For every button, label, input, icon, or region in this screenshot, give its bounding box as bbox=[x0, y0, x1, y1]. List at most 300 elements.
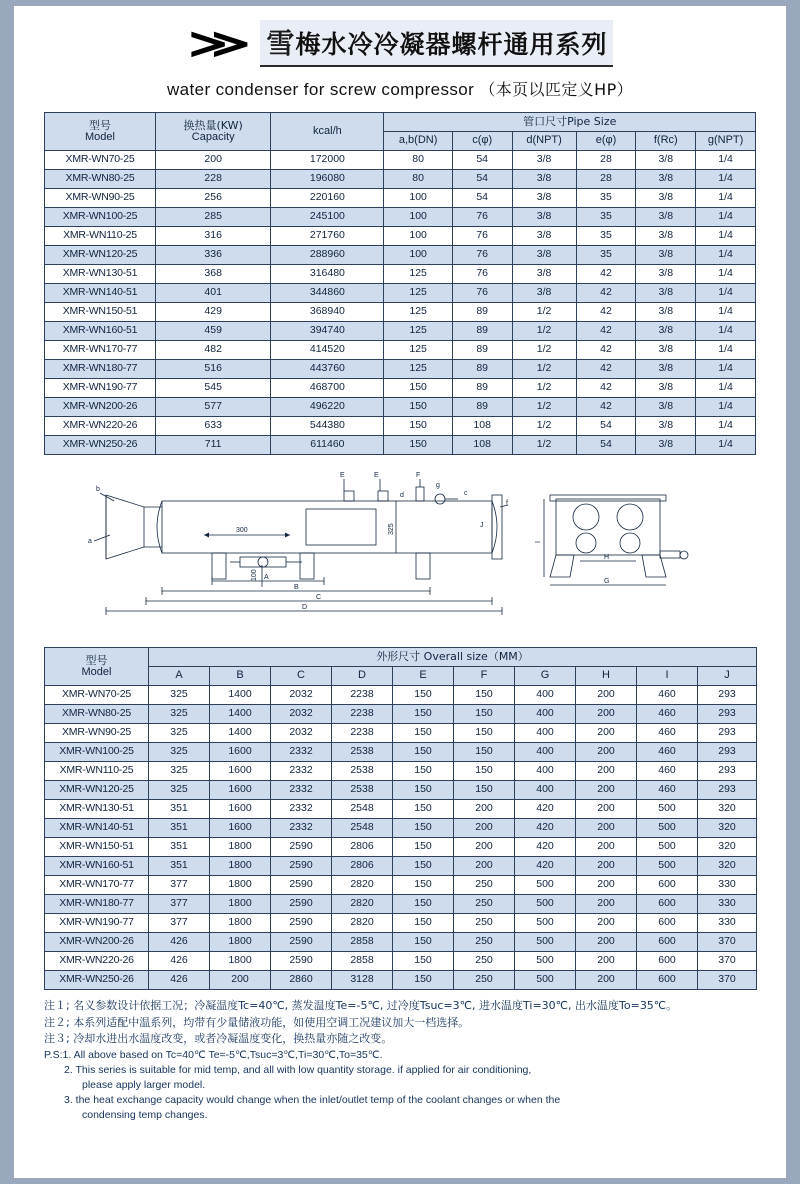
cell-value: 400 bbox=[515, 686, 576, 705]
cell-value: 711 bbox=[156, 436, 271, 455]
cell-model: XMR-WN250-26 bbox=[45, 971, 149, 990]
cell-value: 3/8 bbox=[636, 189, 696, 208]
cell-value: 420 bbox=[515, 857, 576, 876]
table-row bbox=[45, 838, 757, 857]
svg-text:D: D bbox=[302, 604, 308, 611]
cell-value: 1800 bbox=[210, 876, 271, 895]
cell-value: 150 bbox=[454, 762, 515, 781]
cell-value: 35 bbox=[576, 246, 636, 265]
cell-value: 468700 bbox=[271, 379, 384, 398]
cell-value: 89 bbox=[452, 398, 512, 417]
cell-value: 325 bbox=[149, 705, 210, 724]
cell-value: 500 bbox=[515, 914, 576, 933]
cell-value: 1/2 bbox=[512, 322, 576, 341]
condenser-dimension-diagram bbox=[44, 465, 756, 635]
table-row bbox=[45, 284, 756, 303]
cell-value: 1/2 bbox=[512, 398, 576, 417]
cell-value: 368940 bbox=[271, 303, 384, 322]
cell-value: 3128 bbox=[332, 971, 393, 990]
cell-value: 1800 bbox=[210, 838, 271, 857]
svg-text:325: 325 bbox=[388, 523, 395, 535]
cell-value: 1800 bbox=[210, 952, 271, 971]
cell-value: 150 bbox=[393, 876, 454, 895]
cell-value: 76 bbox=[452, 246, 512, 265]
cell-value: 2332 bbox=[271, 781, 332, 800]
cell-value: 600 bbox=[637, 933, 698, 952]
cell-value: 633 bbox=[156, 417, 271, 436]
cell-value: 200 bbox=[454, 800, 515, 819]
cell-value: 460 bbox=[637, 781, 698, 800]
subtitle-en: water condenser for screw compressor bbox=[166, 80, 475, 99]
brand-char: 雪 bbox=[266, 27, 296, 60]
cell-model: XMR-WN220-26 bbox=[45, 417, 156, 436]
cell-value: 125 bbox=[384, 284, 452, 303]
cell-value: 108 bbox=[452, 417, 512, 436]
cell-value: 2332 bbox=[271, 762, 332, 781]
cell-value: 316 bbox=[156, 227, 271, 246]
cell-model: XMR-WN220-26 bbox=[45, 952, 149, 971]
table-row bbox=[45, 914, 757, 933]
cell-value: 325 bbox=[149, 762, 210, 781]
cell-value: 2858 bbox=[332, 933, 393, 952]
cell-value: 54 bbox=[452, 151, 512, 170]
cell-value: 600 bbox=[637, 971, 698, 990]
note-cn-3: 注３; 冷却水进出水温度改变，或者冷凝温度变化，换热量亦随之改变。 bbox=[44, 1032, 393, 1045]
table-row bbox=[45, 762, 757, 781]
cell-value: 150 bbox=[384, 379, 452, 398]
table-row bbox=[45, 398, 756, 417]
cell-value: 200 bbox=[454, 857, 515, 876]
cell-value: 3/8 bbox=[636, 360, 696, 379]
cell-value: 89 bbox=[452, 303, 512, 322]
cell-value: 330 bbox=[698, 914, 757, 933]
cell-value: 1/4 bbox=[696, 151, 756, 170]
cell-value: 2032 bbox=[271, 686, 332, 705]
cell-value: 3/8 bbox=[636, 417, 696, 436]
cell-value: 293 bbox=[698, 724, 757, 743]
cell-value: 2590 bbox=[271, 857, 332, 876]
cell-value: 2032 bbox=[271, 724, 332, 743]
cell-value: 42 bbox=[576, 341, 636, 360]
cell-value: 460 bbox=[637, 743, 698, 762]
th2-B: B bbox=[210, 667, 271, 686]
th2-model bbox=[45, 648, 149, 686]
cell-value: 220160 bbox=[271, 189, 384, 208]
cell-value: 3/8 bbox=[512, 151, 576, 170]
cell-value: 200 bbox=[576, 838, 637, 857]
cell-value: 3/8 bbox=[636, 284, 696, 303]
cell-value: 2590 bbox=[271, 876, 332, 895]
cell-value: 3/8 bbox=[636, 246, 696, 265]
cell-value: 3/8 bbox=[512, 227, 576, 246]
th2-J: J bbox=[698, 667, 757, 686]
cell-value: 100 bbox=[384, 208, 452, 227]
table-row bbox=[45, 208, 756, 227]
table-row bbox=[45, 170, 756, 189]
cell-value: 150 bbox=[384, 398, 452, 417]
cell-value: 377 bbox=[149, 914, 210, 933]
cell-model: XMR-WN150-51 bbox=[45, 303, 156, 322]
table-row bbox=[45, 971, 757, 990]
cell-value: 228 bbox=[156, 170, 271, 189]
th-model-cn: 型号 bbox=[89, 118, 111, 132]
capacity-table-body bbox=[45, 151, 756, 455]
cell-value: 125 bbox=[384, 303, 452, 322]
cell-value: 459 bbox=[156, 322, 271, 341]
cell-value: 150 bbox=[393, 971, 454, 990]
cell-value: 150 bbox=[384, 436, 452, 455]
cell-value: 250 bbox=[454, 895, 515, 914]
svg-text:E: E bbox=[340, 472, 345, 479]
cell-value: 400 bbox=[515, 743, 576, 762]
svg-text:f: f bbox=[506, 500, 508, 507]
cell-value: 2548 bbox=[332, 800, 393, 819]
cell-value: 150 bbox=[393, 933, 454, 952]
svg-text:B: B bbox=[294, 584, 299, 591]
cell-value: 125 bbox=[384, 322, 452, 341]
th2-D: D bbox=[332, 667, 393, 686]
cell-value: 1/2 bbox=[512, 379, 576, 398]
cell-value: 76 bbox=[452, 227, 512, 246]
cell-value: 2806 bbox=[332, 857, 393, 876]
cell-model: XMR-WN160-51 bbox=[45, 322, 156, 341]
table-row bbox=[45, 151, 756, 170]
page-title: 梅水冷冷凝器螺杆通用系列 bbox=[295, 30, 608, 59]
svg-text:100: 100 bbox=[251, 569, 258, 581]
cell-value: 42 bbox=[576, 303, 636, 322]
cell-value: 600 bbox=[637, 914, 698, 933]
cell-value: 600 bbox=[637, 895, 698, 914]
cell-value: 80 bbox=[384, 151, 452, 170]
subtitle-cn: （本页以匹定义HP） bbox=[479, 80, 634, 99]
th-capacity-en: Capacity bbox=[191, 130, 235, 143]
svg-text:g: g bbox=[436, 482, 440, 489]
cell-value: 611460 bbox=[271, 436, 384, 455]
cell-value: 1600 bbox=[210, 819, 271, 838]
th-capacity-cn: 换热量(KW) bbox=[183, 118, 243, 132]
cell-value: 400 bbox=[515, 781, 576, 800]
cell-value: 496220 bbox=[271, 398, 384, 417]
cell-value: 500 bbox=[637, 857, 698, 876]
cell-value: 500 bbox=[515, 933, 576, 952]
table-row bbox=[45, 857, 757, 876]
cell-value: 1400 bbox=[210, 724, 271, 743]
cell-value: 426 bbox=[149, 952, 210, 971]
cell-value: 150 bbox=[393, 952, 454, 971]
cell-value: 577 bbox=[156, 398, 271, 417]
cell-value: 426 bbox=[149, 933, 210, 952]
cell-model: XMR-WN140-51 bbox=[45, 284, 156, 303]
cell-value: 42 bbox=[576, 379, 636, 398]
cell-value: 3/8 bbox=[636, 170, 696, 189]
table-row bbox=[45, 227, 756, 246]
th-pipe-size-label: 管口尺寸Pipe Size bbox=[523, 114, 617, 128]
cell-value: 2332 bbox=[271, 819, 332, 838]
cell-value: 2860 bbox=[271, 971, 332, 990]
th-pipe-ab: a,b(DN) bbox=[384, 132, 452, 151]
cell-value: 2238 bbox=[332, 705, 393, 724]
cell-value: 320 bbox=[698, 838, 757, 857]
cell-value: 28 bbox=[576, 151, 636, 170]
cell-value: 125 bbox=[384, 265, 452, 284]
svg-text:d: d bbox=[400, 492, 404, 499]
cell-value: 3/8 bbox=[636, 208, 696, 227]
table-row bbox=[45, 724, 757, 743]
cell-value: 3/8 bbox=[512, 284, 576, 303]
cell-value: 351 bbox=[149, 857, 210, 876]
sheet bbox=[14, 6, 786, 1178]
cell-value: 3/8 bbox=[636, 227, 696, 246]
cell-value: 1/4 bbox=[696, 284, 756, 303]
cell-value: 1/4 bbox=[696, 417, 756, 436]
cell-model: XMR-WN80-25 bbox=[45, 170, 156, 189]
cell-value: 250 bbox=[454, 971, 515, 990]
cell-value: 2590 bbox=[271, 952, 332, 971]
cell-value: 460 bbox=[637, 762, 698, 781]
table-row bbox=[45, 952, 757, 971]
cell-value: 172000 bbox=[271, 151, 384, 170]
note-cn-1: 注１; 名义参数设计依据工况；冷凝温度Tc=40℃, 蒸发温度Te=-5℃, 过冷度Tsuc=3℃, 进水温度Ti=30℃, 出水温度To=35℃。 bbox=[44, 999, 678, 1012]
cell-value: 482 bbox=[156, 341, 271, 360]
cell-value: 200 bbox=[576, 800, 637, 819]
th2-overall bbox=[149, 648, 757, 667]
cell-value: 250 bbox=[454, 952, 515, 971]
table-row bbox=[45, 743, 757, 762]
cell-value: 288960 bbox=[271, 246, 384, 265]
cell-value: 316480 bbox=[271, 265, 384, 284]
cell-model: XMR-WN120-25 bbox=[45, 781, 149, 800]
svg-text:a: a bbox=[88, 538, 92, 545]
cell-value: 377 bbox=[149, 895, 210, 914]
cell-value: 2858 bbox=[332, 952, 393, 971]
svg-text:F: F bbox=[416, 472, 421, 479]
cell-value: 1400 bbox=[210, 686, 271, 705]
note-en-1: P.S:1. All above based on Tc=40℃ Te=-5℃,Tsuc=3℃,Ti=30℃,To=35℃. bbox=[44, 1048, 383, 1061]
cell-value: 200 bbox=[576, 971, 637, 990]
cell-value: 3/8 bbox=[512, 189, 576, 208]
cell-value: 2548 bbox=[332, 819, 393, 838]
table-row bbox=[45, 265, 756, 284]
cell-value: 3/8 bbox=[636, 151, 696, 170]
cell-value: 325 bbox=[149, 724, 210, 743]
svg-text:C: C bbox=[316, 594, 322, 601]
cell-value: 3/8 bbox=[636, 265, 696, 284]
cell-value: 325 bbox=[149, 781, 210, 800]
cell-model: XMR-WN190-77 bbox=[45, 379, 156, 398]
cell-value: 1/4 bbox=[696, 170, 756, 189]
cell-value: 1600 bbox=[210, 762, 271, 781]
capacity-table bbox=[44, 112, 756, 455]
cell-model: XMR-WN110-25 bbox=[45, 227, 156, 246]
brand-badge bbox=[260, 20, 613, 67]
double-chevron-icon: ≫ bbox=[187, 21, 242, 66]
cell-value: 89 bbox=[452, 360, 512, 379]
cell-value: 200 bbox=[454, 819, 515, 838]
cell-value: 1/4 bbox=[696, 189, 756, 208]
cell-model: XMR-WN100-25 bbox=[45, 208, 156, 227]
overall-size-subheader-row bbox=[45, 667, 757, 686]
cell-value: 200 bbox=[576, 895, 637, 914]
overall-size-table-wrap bbox=[44, 647, 756, 990]
th2-H: H bbox=[576, 667, 637, 686]
cell-value: 28 bbox=[576, 170, 636, 189]
svg-text:J: J bbox=[480, 522, 484, 529]
note-cn-2: 注２; 本系列适配中温系列，均带有少量储液功能，如使用空调工况建议加大一档选择。 bbox=[44, 1015, 470, 1029]
cell-model: XMR-WN200-26 bbox=[45, 398, 156, 417]
th-pipe-size bbox=[384, 113, 756, 132]
cell-value: 330 bbox=[698, 895, 757, 914]
cell-value: 125 bbox=[384, 341, 452, 360]
cell-value: 76 bbox=[452, 208, 512, 227]
cell-value: 3/8 bbox=[636, 436, 696, 455]
cell-value: 3/8 bbox=[512, 208, 576, 227]
cell-value: 370 bbox=[698, 971, 757, 990]
cell-value: 89 bbox=[452, 322, 512, 341]
cell-model: XMR-WN130-51 bbox=[45, 800, 149, 819]
cell-value: 89 bbox=[452, 379, 512, 398]
cell-value: 54 bbox=[576, 417, 636, 436]
cell-value: 1600 bbox=[210, 743, 271, 762]
cell-value: 320 bbox=[698, 800, 757, 819]
th-pipe-c: c(φ) bbox=[452, 132, 512, 151]
cell-value: 200 bbox=[576, 933, 637, 952]
svg-text:H: H bbox=[604, 554, 610, 561]
cell-value: 1/4 bbox=[696, 398, 756, 417]
th-capacity bbox=[156, 113, 271, 151]
cell-value: 285 bbox=[156, 208, 271, 227]
cell-value: 1/4 bbox=[696, 360, 756, 379]
cell-value: 200 bbox=[576, 724, 637, 743]
cell-value: 1/2 bbox=[512, 303, 576, 322]
cell-value: 200 bbox=[576, 819, 637, 838]
cell-value: 500 bbox=[515, 895, 576, 914]
table-row bbox=[45, 876, 757, 895]
cell-model: XMR-WN110-25 bbox=[45, 762, 149, 781]
cell-value: 1/2 bbox=[512, 341, 576, 360]
cell-model: XMR-WN250-26 bbox=[45, 436, 156, 455]
cell-value: 443760 bbox=[271, 360, 384, 379]
cell-value: 150 bbox=[393, 686, 454, 705]
cell-value: 1/2 bbox=[512, 417, 576, 436]
cell-value: 1800 bbox=[210, 857, 271, 876]
cell-value: 1800 bbox=[210, 933, 271, 952]
table-row bbox=[45, 303, 756, 322]
cell-value: 1/4 bbox=[696, 227, 756, 246]
cell-value: 293 bbox=[698, 781, 757, 800]
cell-value: 460 bbox=[637, 686, 698, 705]
cell-value: 460 bbox=[637, 724, 698, 743]
cell-value: 150 bbox=[454, 705, 515, 724]
cell-value: 125 bbox=[384, 360, 452, 379]
cell-value: 150 bbox=[393, 857, 454, 876]
note-en-3a: 3. the heat exchange capacity would change when the inlet/outlet temp of the coolant changes or when the bbox=[64, 1094, 561, 1107]
cell-value: 150 bbox=[454, 781, 515, 800]
svg-text:300: 300 bbox=[236, 527, 248, 534]
note-en-3b: condensing temp changes. bbox=[82, 1109, 208, 1122]
cell-value: 325 bbox=[149, 743, 210, 762]
cell-value: 200 bbox=[576, 952, 637, 971]
cell-value: 3/8 bbox=[512, 170, 576, 189]
cell-model: XMR-WN70-25 bbox=[45, 686, 149, 705]
cell-value: 1/4 bbox=[696, 246, 756, 265]
cell-value: 544380 bbox=[271, 417, 384, 436]
th-pipe-d: d(NPT) bbox=[512, 132, 576, 151]
cell-value: 250 bbox=[454, 914, 515, 933]
cell-value: 414520 bbox=[271, 341, 384, 360]
cell-value: 1/4 bbox=[696, 303, 756, 322]
cell-model: XMR-WN140-51 bbox=[45, 819, 149, 838]
cell-value: 2820 bbox=[332, 895, 393, 914]
cell-value: 80 bbox=[384, 170, 452, 189]
cell-value: 150 bbox=[393, 819, 454, 838]
capacity-table-header-row bbox=[45, 113, 756, 132]
cell-value: 1/2 bbox=[512, 436, 576, 455]
cell-value: 150 bbox=[393, 800, 454, 819]
th2-A: A bbox=[149, 667, 210, 686]
cell-value: 100 bbox=[384, 227, 452, 246]
cell-value: 500 bbox=[515, 952, 576, 971]
cell-value: 200 bbox=[576, 743, 637, 762]
cell-value: 150 bbox=[393, 838, 454, 857]
cell-value: 200 bbox=[576, 762, 637, 781]
title-row bbox=[14, 20, 786, 67]
cell-value: 108 bbox=[452, 436, 512, 455]
th2-model-en: Model bbox=[81, 665, 112, 678]
cell-value: 100 bbox=[384, 189, 452, 208]
cell-value: 150 bbox=[393, 914, 454, 933]
notes-block bbox=[44, 998, 756, 1124]
cell-value: 150 bbox=[393, 895, 454, 914]
cell-value: 1600 bbox=[210, 800, 271, 819]
cell-value: 150 bbox=[393, 762, 454, 781]
th-pipe-g: g(NPT) bbox=[696, 132, 756, 151]
diagram-svg bbox=[44, 465, 756, 635]
th2-I: I bbox=[637, 667, 698, 686]
cell-value: 3/8 bbox=[636, 322, 696, 341]
cell-value: 330 bbox=[698, 876, 757, 895]
table-row bbox=[45, 705, 757, 724]
cell-value: 2590 bbox=[271, 933, 332, 952]
table-row bbox=[45, 686, 757, 705]
note-en-2a: 2. This series is suitable for mid temp, and all with low quantity storage. if applied for air conditioning, bbox=[64, 1063, 532, 1076]
cell-value: 401 bbox=[156, 284, 271, 303]
th-model bbox=[45, 113, 156, 151]
cell-value: 429 bbox=[156, 303, 271, 322]
cell-value: 89 bbox=[452, 341, 512, 360]
cell-value: 1/4 bbox=[696, 322, 756, 341]
table-row bbox=[45, 933, 757, 952]
table-row bbox=[45, 189, 756, 208]
cell-value: 2538 bbox=[332, 762, 393, 781]
cell-value: 2238 bbox=[332, 686, 393, 705]
cell-value: 245100 bbox=[271, 208, 384, 227]
cell-value: 42 bbox=[576, 360, 636, 379]
cell-value: 256 bbox=[156, 189, 271, 208]
table-row bbox=[45, 895, 757, 914]
table-row bbox=[45, 800, 757, 819]
th2-overall-label: 外形尺寸 Overall size（MM） bbox=[376, 649, 529, 663]
overall-size-table bbox=[44, 647, 757, 990]
cell-value: 420 bbox=[515, 819, 576, 838]
cell-value: 370 bbox=[698, 933, 757, 952]
cell-value: 42 bbox=[576, 398, 636, 417]
cell-value: 500 bbox=[637, 800, 698, 819]
cell-value: 150 bbox=[384, 417, 452, 436]
cell-value: 1/4 bbox=[696, 341, 756, 360]
cell-value: 1/4 bbox=[696, 265, 756, 284]
cell-value: 2032 bbox=[271, 705, 332, 724]
cell-value: 293 bbox=[698, 762, 757, 781]
